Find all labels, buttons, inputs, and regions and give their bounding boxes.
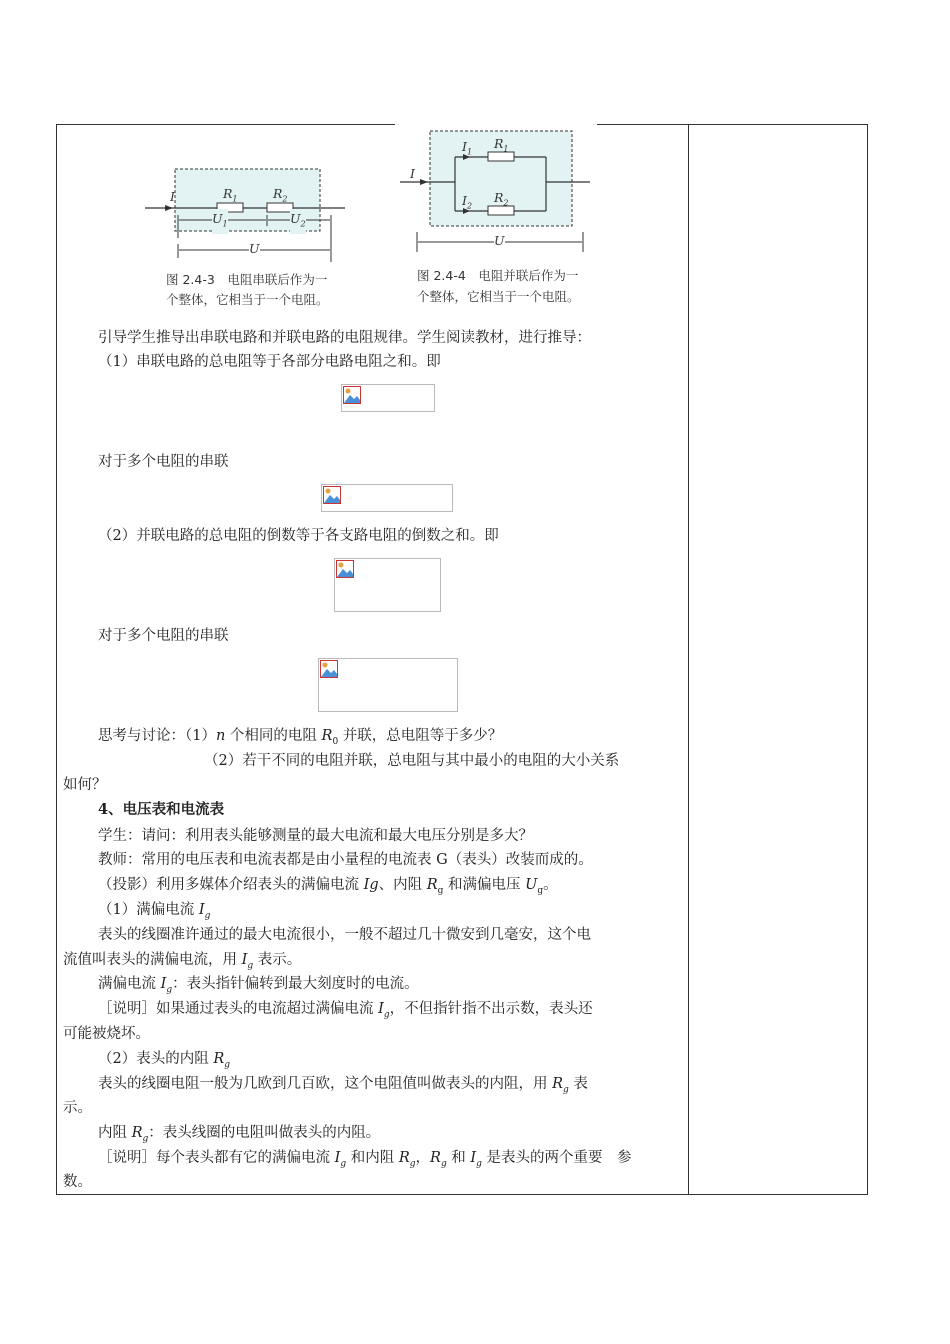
parallel-caption-line1: 图 2.4-4 电阻并联后作为一 xyxy=(417,268,579,283)
broken-image-icon xyxy=(343,386,361,404)
label-R2: $R_2$ xyxy=(273,186,288,204)
paragraph: 可能被烧坏。 xyxy=(63,1026,150,1042)
series-caption-line1: 图 2.4-3 电阻串联后作为一 xyxy=(166,272,328,287)
formula-image-placeholder xyxy=(321,484,453,512)
label-U: U xyxy=(494,233,505,248)
series-circuit-figure xyxy=(145,162,345,262)
paragraph: 表头的线圈准许通过的最大电流很小，一般不超过几十微安到几毫安，这个电 xyxy=(98,927,591,943)
label-I2: $I_2$ xyxy=(462,193,473,211)
label-I: I xyxy=(410,166,415,181)
label-U: U xyxy=(249,241,260,256)
paragraph: 对于多个电阻的串联 xyxy=(98,628,229,644)
paragraph: 示。 xyxy=(63,1100,92,1116)
paragraph: 表头的线圈电阻一般为几欧到几百欧，这个电阻值叫做表头的内阻，用 $R_g$ 表 xyxy=(98,1076,588,1095)
column-divider xyxy=(688,125,689,1194)
paragraph: ［说明］每个表头都有它的满偏电流 $I_g$ 和内阻 $R_g$，$R_g$ 和 $I_g$ 是表头的两个重要 参 xyxy=(98,1150,632,1169)
paragraph: 如何？ xyxy=(63,777,107,793)
parallel-circuit-figure xyxy=(400,128,595,258)
paragraph: （1）满偏电流 $I_g$ xyxy=(98,902,211,921)
formula-image-placeholder xyxy=(334,558,441,612)
paragraph: （投影）利用多媒体介绍表头的满偏电流 Ig、内阻 $R_g$ 和满偏电压 $U_g$。 xyxy=(98,877,558,896)
series-caption-line2: 个整体，它相当于一个电阻。 xyxy=(166,292,329,307)
section-heading: 4、电压表和电流表 xyxy=(98,801,225,818)
parallel-caption-line2: 个整体，它相当于一个电阻。 xyxy=(417,289,580,304)
formula-image-placeholder xyxy=(341,384,435,412)
paragraph: 教师：常用的电压表和电流表都是由小量程的电流表 G（表头）改装而成的。 xyxy=(98,852,593,868)
broken-image-icon xyxy=(323,486,341,504)
label-I: I xyxy=(170,189,175,204)
paragraph: 引导学生推导出串联电路和并联电路的电阻规律。学生阅读教材，进行推导： xyxy=(98,330,591,346)
label-R2: $R_2$ xyxy=(494,190,509,208)
label-R1: $R_1$ xyxy=(494,136,509,154)
broken-image-icon xyxy=(320,660,338,678)
paragraph: （2）若干不同的电阻并联，总电阻与其中最小的电阻的大小关系 xyxy=(204,753,620,769)
label-I1: $I_1$ xyxy=(462,139,473,157)
paragraph: （1）串联电路的总电阻等于各部分电路电阻之和。即 xyxy=(98,354,441,370)
paragraph: （2）并联电路的总电阻的倒数等于各支路电阻的倒数之和。即 xyxy=(98,528,499,544)
paragraph: 思考与讨论：（1）n 个相同的电阻 $R_0$ 并联，总电阻等于多少？ xyxy=(98,728,503,747)
paragraph: 数。 xyxy=(63,1174,92,1190)
paragraph: 流值叫表头的满偏电流，用 $I_g$ 表示。 xyxy=(63,952,302,971)
paragraph: ［说明］如果通过表头的电流超过满偏电流 $I_g$，不但指针指不出示数，表头还 xyxy=(98,1001,593,1020)
broken-image-icon xyxy=(336,560,354,578)
label-U1: $U_1$ xyxy=(212,209,228,234)
table-border-gap xyxy=(395,123,597,127)
paragraph: 满偏电流 $I_g$：表头指针偏转到最大刻度时的电流。 xyxy=(98,976,419,995)
paragraph: 内阻 $R_g$：表头线圈的电阻叫做表头的内阻。 xyxy=(98,1125,381,1144)
series-circuit-diagram xyxy=(145,162,345,262)
label-U2: $U_2$ xyxy=(290,209,306,234)
label-R1: $R_1$ xyxy=(223,186,238,204)
paragraph: 学生：请问：利用表头能够测量的最大电流和最大电压分别是多大？ xyxy=(98,828,533,844)
paragraph: 对于多个电阻的串联 xyxy=(98,454,229,470)
formula-image-placeholder xyxy=(318,658,458,712)
paragraph: （2）表头的内阻 $R_g$ xyxy=(98,1051,231,1070)
